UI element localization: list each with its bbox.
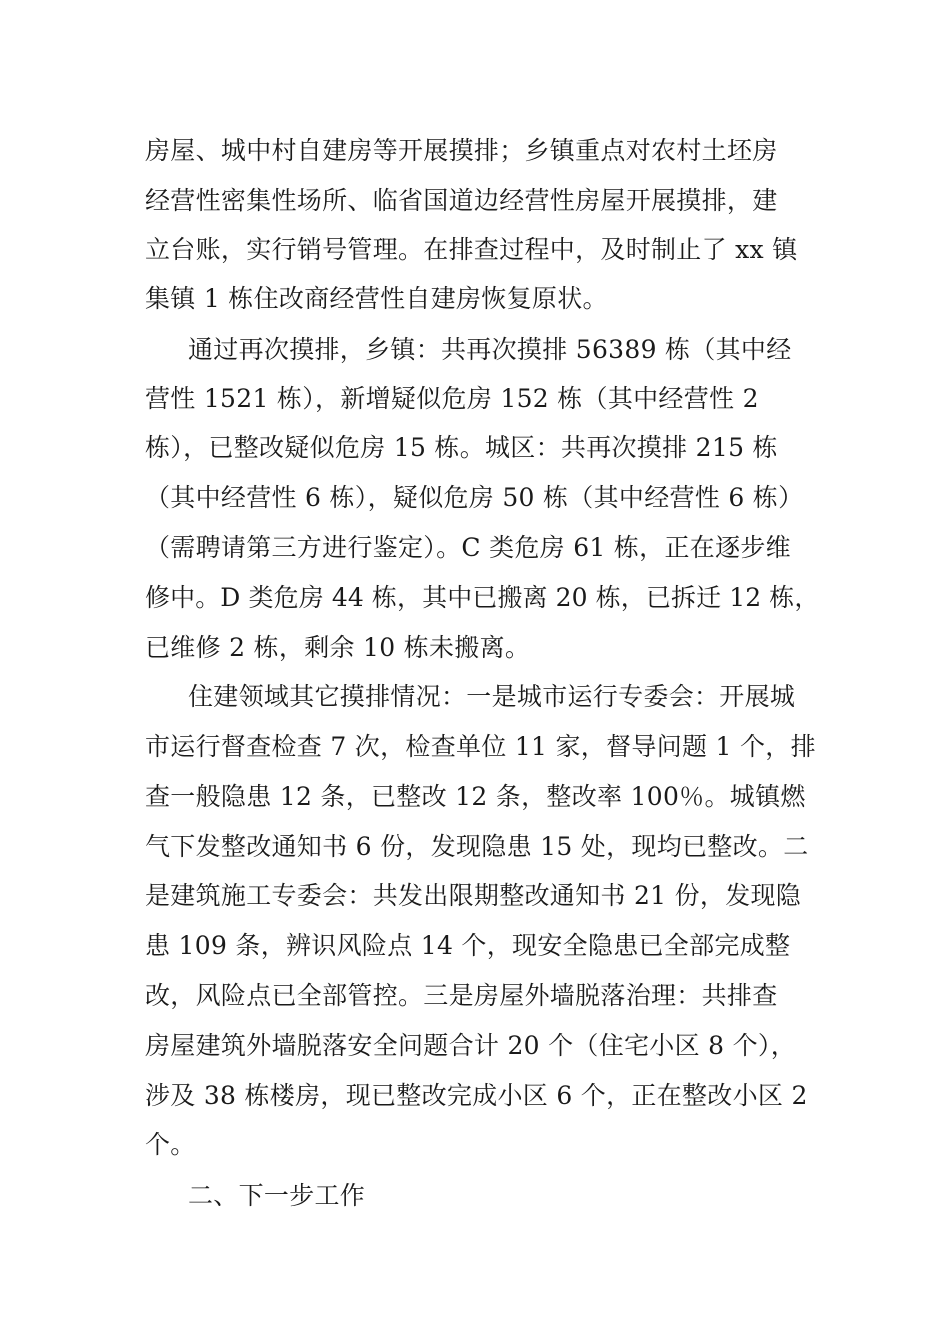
- text-line: 立台账，实行销号管理。在排查过程中，及时制止了 xx 镇: [145, 235, 798, 264]
- text-line: 涉及 38 栋楼房，现已整改完成小区 6 个，正在整改小区 2: [145, 1081, 808, 1110]
- text-line: 栋），已整改疑似危房 15 栋。城区：共再次摸排 215 栋: [145, 433, 778, 462]
- text-line: 集镇 1 栋住改商经营性自建房恢复原状。: [145, 284, 608, 313]
- section-heading: 二、下一步工作: [188, 1181, 366, 1210]
- text-line: 修中。D 类危房 44 栋，其中已搬离 20 栋，已拆迁 12 栋，: [145, 583, 820, 612]
- paragraph-start-line: 通过再次摸排，乡镇：共再次摸排 56389 栋（其中经: [188, 335, 792, 364]
- text-line: 是建筑施工专委会：共发出限期整改通知书 21 份，发现隐: [145, 881, 802, 910]
- text-line: 房屋、城中村自建房等开展摸排；乡镇重点对农村土坯房: [145, 136, 778, 165]
- text-line: 经营性密集性场所、临省国道边经营性房屋开展摸排，建: [145, 186, 778, 215]
- text-line: 个。: [145, 1130, 196, 1159]
- text-line: （其中经营性 6 栋），疑似危房 50 栋（其中经营性 6 栋）: [145, 483, 804, 512]
- paragraph-start-line: 住建领域其它摸排情况：一是城市运行专委会：开展城: [188, 682, 796, 711]
- text-line: 已维修 2 栋，剩余 10 栋未搬离。: [145, 633, 531, 662]
- text-line: （需聘请第三方进行鉴定）。C 类危房 61 栋，正在逐步维: [145, 533, 791, 562]
- text-line: 患 109 条，辨识风险点 14 个，现安全隐患已全部完成整: [145, 931, 791, 960]
- text-line: 查一般隐患 12 条，已整改 12 条，整改率 100％。城镇燃: [145, 782, 806, 811]
- text-line: 房屋建筑外墙脱落安全问题合计 20 个（住宅小区 8 个），: [145, 1031, 797, 1060]
- text-line: 市运行督查检查 7 次，检查单位 11 家，督导问题 1 个，排: [145, 732, 816, 761]
- text-line: 气下发整改通知书 6 份，发现隐患 15 处，现均已整改。二: [145, 832, 809, 861]
- text-line: 营性 1521 栋），新增疑似危房 152 栋（其中经营性 2: [145, 384, 759, 413]
- text-line: 改，风险点已全部管控。三是房屋外墙脱落治理：共排查: [145, 981, 778, 1010]
